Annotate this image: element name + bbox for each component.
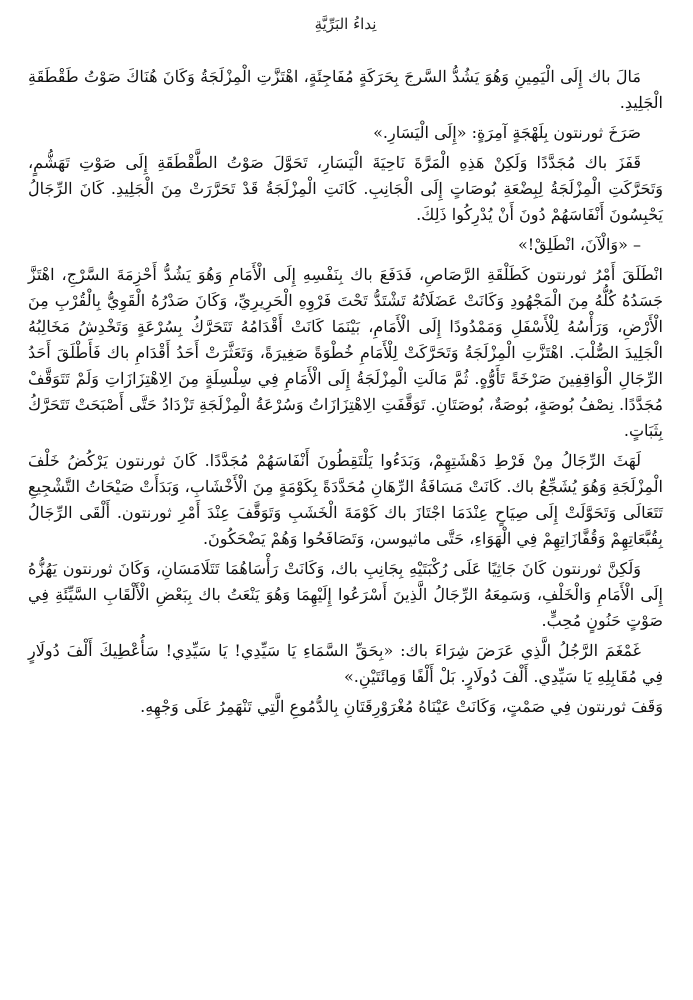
paragraph: انْطَلَقَ أَمْرُ ثورنتون كَطَلْقَةِ الرَّصَاصِ، فَدَفَعَ باك بِنَفْسِهِ إِلَى الْأَمَامِ وَهُوَ يَشُدُّ أَحْزِمَةَ السَّرْجِ، اهْتَزَّ جَسَدُهُ كُلُّهُ مِنَ الْمَجْهُودِ وَكَانَتْ عَضَلَاتُهُ تَشْتَدُّ تَحْتَ فَرْوِهِ الْحَرِيرِيِّ، وَكَانَ صَدْرُهُ الْقَوِيُّ بِالْقُرْبِ مِنَ الْأَرْضِ، وَرَأْسُهُ لِلْأَسْفَلِ وَمَمْدُودًا إِلَى الْأَمَامِ، بَيْنَمَا كَانَتْ أَقْدَامُهُ تَتَحَرَّكُ بِسُرْعَةٍ وَتَخْدِشُ مَخَالِبُهُ الْجَلِيدَ الصُّلْبَ. اهْتَزَّتِ الْمِزْلَجَةُ وَتَحَرَّكَتْ لِلْأَمَامِ خُطْوَةً صَغِيرَةً، وَتَعَثَّرَتْ أَحَدُ أَقْدَامِ باك فَأَطْلَقَ أَحَدُ الرِّجَالِ الْوَاقِفِينَ صَرْخَةً تَأَوُّهٍ. ثُمَّ مَالَتِ الْمِزْلَجَةُ إِلَى الْأَمَامِ فِي سِلْسِلَةٍ مِنَ الِاهْتِزَازَاتِ وَلَمْ تَتَوَقَّفْ مُجَدَّدًا. نِصْفُ بُوصَةٍ، بُوصَةٌ، بُوصَتَانِ. تَوَقَّفَتِ الِاهْتِزَازَاتُ وَسُرْعَةُ الْمِزْلَجَةِ تَزْدَادُ حَتَّى أَصْبَحَتْ تَتَحَرَّكُ بِثَبَاتٍ.: [28, 265, 663, 440]
paragraph: وَقَفَ ثورنتون فِي صَمْتٍ، وَكَانَتْ عَيْنَاهُ مُغْرَوْرِقَتَانِ بِالدُّمُوعِ الَّتِي تَنْهَمِرُ عَلَى وَجْهِهِ.: [140, 697, 663, 716]
paragraph: وَلَكِنَّ ثورنتون كَانَ جَاثِيًا عَلَى رُكْبَتَيْهِ بِجَانِبِ باك، وَكَانَتْ رَأْسَاهُمَا تَتَلَامَسَانِ، وَكَانَ ثورنتون يَهُزُّهُ إِلَى الْأَمَامِ وَالْخَلْفِ، وَسَمِعَهُ الرِّجَالُ الَّذِينَ أَسْرَعُوا إِلَيْهِمَا وَهُوَ يَنْعَتُ باك بِبَعْضِ الْأَلْقَابِ السَّيِّئَةِ فِي صَوْتٍ حَنُونٍ مُحِبٍّ.: [28, 559, 663, 630]
paragraph: غَمْغَمَ الرَّجُلُ الَّذِي عَرَضَ شِرَاءَ باك: «بِحَقِّ السَّمَاءِ يَا سَيِّدِي! يَا سَيِّدِي! سَأُعْطِيكَ أَلْفَ دُولَارٍ فِي مُقَابِلِهِ يَا سَيِّدِي. أَلْفَ دُولَارٍ. بَلْ أَلْفًا وَمِائَتَيْنِ.»: [28, 641, 663, 686]
paragraph: صَرَخَ ثورنتون بِلَهْجَةٍ آمِرَةٍ: «إِلَى الْيَسَارِ.»: [373, 123, 641, 142]
paragraph: – «وَالْآنَ، انْطَلِقْ!»: [517, 235, 641, 254]
running-head: نِداءُ البَرِّيَّةِ: [314, 15, 377, 33]
paragraph: مَالَ باك إِلَى الْيَمِينِ وَهُوَ يَشُدُّ السَّرجَ بِحَرَكَةٍ مُفَاجِئَةٍ، اهْتَزَّتِ الْمِزْلَجَةُ وَكَانَ هُنَاكَ صَوْتُ طَقْطَقَةِ الْجَلِيدِ.: [28, 67, 663, 112]
paragraph: لَهَثَ الرِّجَالُ مِنْ فَرْطِ دَهْشَتِهِمْ، وَبَدَءُوا يَلْتَقِطُونَ أَنْفَاسَهُمْ مُجَدَّدًا. كَانَ ثورنتون يَرْكُضُ خَلْفَ الْمِزْلَجَةِ وَهُوَ يُشَجِّعُ باك. كَانَتْ مَسَافَةُ الرِّهَانِ مُحَدَّدَةً بِكَوْمَةٍ مِنَ الْأَخْشَابِ، وَبَدَأَتْ صَيْحَاتُ التَّشْجِيعِ تَتَعَالَى وَتَحَوَّلَتْ إِلَى صِيَاحٍ عِنْدَمَا اجْتَازَ باك كَوْمَةَ الْخَشَبِ وَتَوَقَّفَ عِنْدَ أَمْرِ ثورنتون. أَلْقَى الرِّجَالُ بِقُبَّعَاتِهِمْ وَقُفَّازَاتِهِمْ فِي الْهَوَاءِ، حَتَّى ماثيوسن، وَتَصَافَحُوا وَهُمْ يَضْحَكُونَ.: [28, 451, 663, 548]
body-text: [28, 64, 663, 720]
paragraph: قَفَزَ باك مُجَدَّدًا وَلَكِنْ هَذِهِ الْمَرَّةَ نَاحِيَةَ الْيَسَارِ، تَحَوَّلَ صَوْتُ الطَّقْطَقَةِ إِلَى صَوْتِ تَهَشُّمٍ، وَتَحَرَّكَتِ الْمِزْلَجَةُ لِبِضْعَةِ بُوصَاتٍ إِلَى الْجَانِبِ. كَانَتِ الْمِزْلَجَةُ قَدْ تَحَرَّرَتْ مِنَ الْجَلِيدِ. كَانَ الرِّجَالُ يَحْبِسُونَ أَنْفَاسَهُمْ دُونَ أَنْ يُدْرِكُوا ذَلِكَ.: [28, 153, 663, 224]
